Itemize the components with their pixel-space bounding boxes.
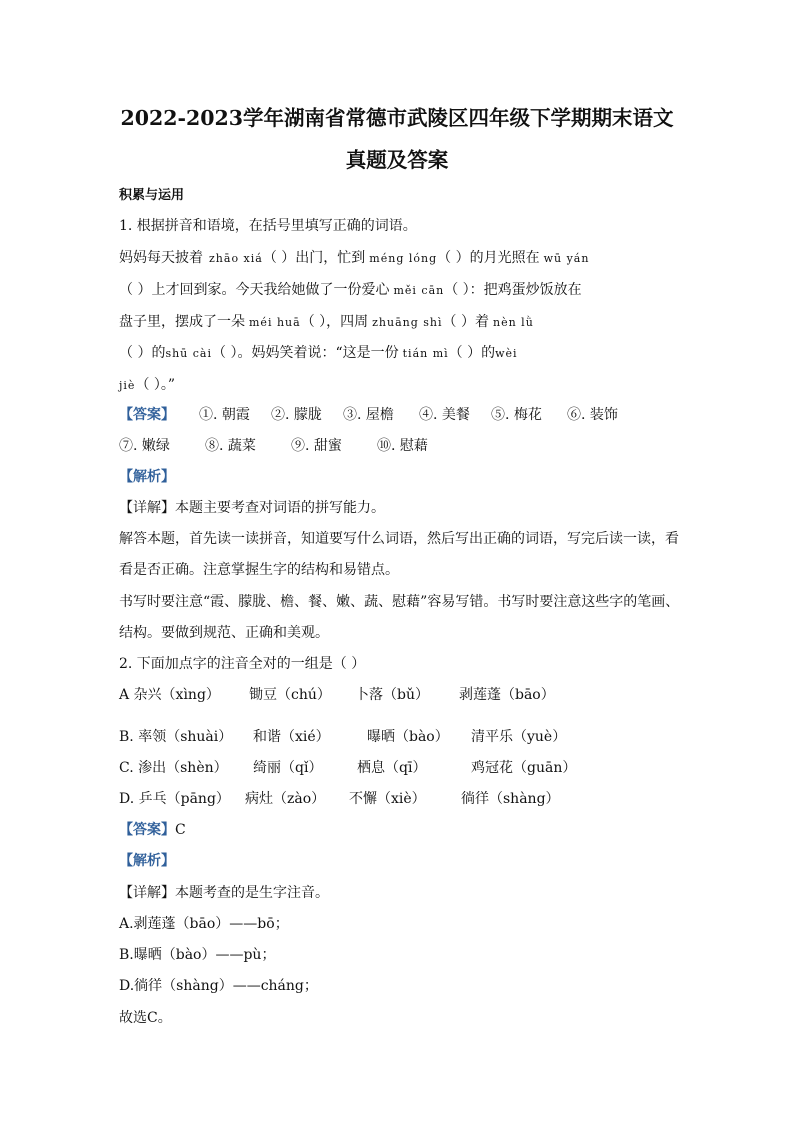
blank: （ ） bbox=[262, 250, 296, 266]
q1-text: 上才回到家。今天我给她做了一份爱心 bbox=[151, 282, 390, 298]
q2-stem: 2. 下面加点字的注音全对的一组是（ ） bbox=[119, 656, 366, 672]
q1-text: ：把鸡蛋炒饭放在 bbox=[469, 282, 582, 298]
blank: （ ） bbox=[135, 377, 161, 393]
option-item: 不懈（xiè） bbox=[349, 791, 426, 807]
q1-text: 着 bbox=[475, 314, 489, 330]
q1-detail: 【详解】本题主要考查对词语的拼写能力。 bbox=[119, 500, 385, 516]
answer-tag: 【答案】 bbox=[119, 822, 175, 838]
blank: （ ） bbox=[119, 345, 152, 361]
option-item: D. 乒乓（pāng） bbox=[119, 791, 230, 807]
option-item: C. 渗出（shèn） bbox=[119, 760, 228, 776]
q1-text: 的 bbox=[151, 345, 166, 361]
q2-conclusion: 故选C。 bbox=[119, 1010, 172, 1026]
q1-text: 。” bbox=[160, 377, 176, 393]
pinyin: měi cān bbox=[393, 284, 445, 297]
q2-option-c bbox=[119, 759, 576, 777]
blank: （ ） bbox=[444, 282, 470, 298]
answer-item: ⑥. 装饰 bbox=[567, 407, 618, 423]
option-item: 剥莲蓬（bāo） bbox=[459, 687, 555, 703]
blank: （ ） bbox=[212, 345, 238, 361]
q2-option-a bbox=[119, 686, 555, 704]
option-item: 病灶（zào） bbox=[245, 791, 326, 807]
answer-item: ⑩. 慰藉 bbox=[377, 438, 428, 454]
pinyin: méng lóng bbox=[369, 252, 438, 265]
answer-item: ②. 朦胧 bbox=[271, 407, 322, 423]
option-item: B. 率领（shuài） bbox=[119, 729, 233, 745]
option-item: 和谐（xié） bbox=[253, 729, 330, 745]
option-item: 清平乐（yuè） bbox=[471, 729, 567, 745]
q1-answer-row-1 bbox=[119, 406, 618, 424]
blank: （ ） bbox=[300, 314, 327, 330]
answer-item: ⑤. 梅花 bbox=[491, 407, 542, 423]
pinyin: zhuāng shì bbox=[372, 316, 443, 329]
q1-text: ，四周 bbox=[326, 314, 369, 330]
q2-option-d bbox=[119, 790, 560, 808]
q1-stem: 1. 根据拼音和语境，在括号里填写正确的词语。 bbox=[119, 218, 417, 234]
q1-passage-line-3 bbox=[119, 313, 534, 332]
option-item: 曝晒（bào） bbox=[367, 729, 449, 745]
q1-passage-line-5 bbox=[119, 376, 175, 395]
option-item: 锄豆（chú） bbox=[249, 687, 331, 703]
q2-detail: 【详解】本题考查的是生字注音。 bbox=[119, 885, 329, 901]
answer-item: ①. 朝霞 bbox=[199, 407, 250, 423]
answer-value: C bbox=[175, 822, 186, 838]
answer-item: ③. 屋檐 bbox=[343, 407, 394, 423]
option-item: 栖息（qī） bbox=[357, 760, 427, 776]
q1-explanation-1: 解答本题，首先读一读拼音，知道要写什么词语，然后写出正确的词语，写完后读一读，看 bbox=[119, 531, 679, 547]
q1-passage-line-2 bbox=[119, 281, 582, 300]
q2-answer bbox=[119, 821, 186, 839]
pinyin: shū cài bbox=[165, 347, 213, 360]
pinyin: wū yán bbox=[543, 252, 590, 265]
q1-text: 的月光照在 bbox=[469, 250, 540, 266]
q2-explanation-d: D.徜徉（shàng）——cháng； bbox=[119, 978, 318, 994]
answer-item: ⑨. 甜蜜 bbox=[291, 438, 342, 454]
option-item: 徜徉（shàng） bbox=[461, 791, 560, 807]
pinyin: zhāo xiá bbox=[209, 252, 263, 265]
pinyin: wèi bbox=[495, 347, 518, 360]
q1-passage-line-4 bbox=[119, 344, 518, 363]
analysis-tag: 【解析】 bbox=[119, 469, 175, 485]
blank: （ ） bbox=[448, 345, 482, 361]
q2-explanation-b: B.曝晒（bào）——pù； bbox=[119, 947, 276, 963]
answer-item: ⑦. 嫩绿 bbox=[119, 438, 170, 454]
pinyin: jiè bbox=[119, 379, 136, 392]
q1-explanation-2: 看是否正确。注意掌握生字的结构和易错点。 bbox=[119, 562, 399, 578]
answer-item: ④. 美餐 bbox=[419, 407, 470, 423]
q1-answer-row-2 bbox=[119, 437, 428, 455]
option-item: 鸡冠花（guān） bbox=[471, 760, 577, 776]
document-title-line-2: 真题及答案 bbox=[345, 148, 449, 172]
pinyin: méi huā bbox=[249, 316, 301, 329]
q1-text: 出门，忙到 bbox=[295, 250, 366, 266]
blank: （ ） bbox=[442, 314, 475, 330]
analysis-tag: 【解析】 bbox=[119, 853, 175, 869]
blank: （ ） bbox=[437, 250, 470, 266]
q1-text: 的 bbox=[481, 345, 496, 361]
answer-tag: 【答案】 bbox=[119, 407, 175, 423]
blank: （ ） bbox=[119, 282, 152, 298]
q2-explanation-a: A.剥莲蓬（bāo）——bō； bbox=[119, 916, 289, 932]
option-item: A 杂兴（xìng） bbox=[119, 687, 220, 703]
q2-option-b bbox=[119, 728, 566, 746]
q1-text: 盘子里，摆成了一朵 bbox=[119, 314, 245, 330]
q1-text: 。妈妈笑着说：“这是一份 bbox=[237, 345, 399, 361]
q1-text: 妈妈每天披着 bbox=[119, 250, 203, 266]
q1-explanation-3: 书写时要注意“霞、朦胧、檐、餐、嫩、蔬、慰藉”容易写错。书写时要注意这些字的笔画、 bbox=[119, 594, 680, 610]
q1-passage-line-1 bbox=[119, 249, 589, 268]
pinyin: nèn lǜ bbox=[493, 316, 534, 329]
document-title-line-1: 2022-2023学年湖南省常德市武陵区四年级下学期期末语文 bbox=[120, 106, 674, 130]
pinyin: tián mì bbox=[402, 347, 449, 360]
option-item: 卜落（bǔ） bbox=[355, 687, 429, 703]
section-heading: 积累与运用 bbox=[119, 188, 185, 203]
q1-explanation-4: 结构。要做到规范、正确和美观。 bbox=[119, 625, 329, 641]
answer-item: ⑧. 蔬菜 bbox=[205, 438, 256, 454]
option-item: 绮丽（qǐ） bbox=[253, 760, 323, 776]
